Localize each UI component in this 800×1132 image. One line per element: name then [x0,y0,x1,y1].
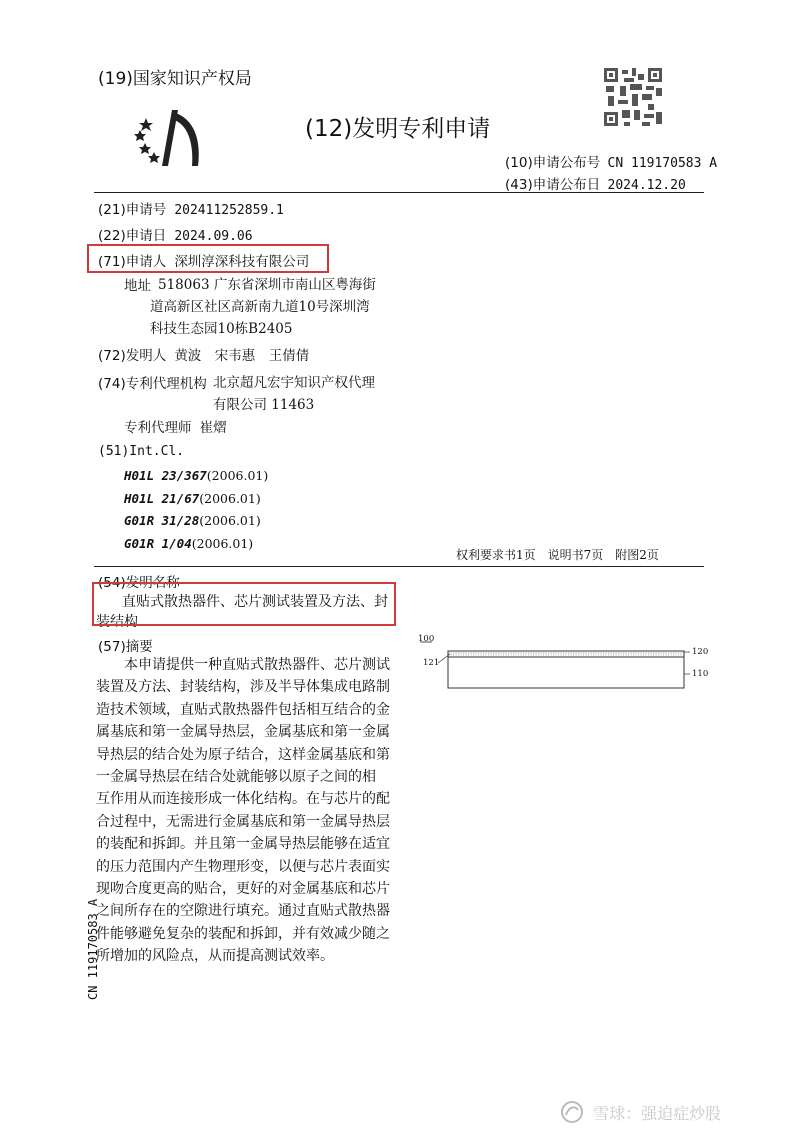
inventors-label: (72)发明人 [98,348,167,364]
int-cl-code: H01L 21/67 [124,490,200,506]
abstract-line: 的压力范围内产生物理形变，以便与芯片表面实 [96,858,390,875]
invention-title-label: (54)发明名称 [98,575,180,591]
application-date-label: (22)申请日 [98,228,167,244]
figure-ref-121: 121 [423,658,440,668]
invention-title-line: 装结构 [96,614,138,630]
qr-code [602,66,664,128]
inventors-value: 黄波 宋韦惠 王倩倩 [174,348,310,364]
publication-number-label: (10)申请公布号 [505,155,601,171]
abstract-line: 所增加的风险点，从而提高测试效率。 [96,948,334,965]
int-cl-code: G01R 31/28 [124,513,200,528]
watermark-text: 雪球：强迫症炒股 [593,1103,722,1123]
int-cl-entry [124,464,268,487]
address-line: 科技生态园10栋B2405 [150,321,293,337]
abstract-line: 的装配和拆卸。并且第一金属导热层能够在适宜 [96,836,390,853]
abstract-label: (57)摘要 [98,639,153,655]
int-cl-version: (2006.01) [199,490,261,506]
watermark [560,1100,790,1126]
applicant-highlight-box [87,244,329,273]
page-counts: 权利要求书1页 说明书7页 附图2页 [456,548,659,562]
int-cl-label: (51)Int.Cl. [98,444,185,459]
int-cl-version: (2006.01) [206,468,269,483]
snowball-logo-icon [560,1100,584,1124]
address-line: 道高新区社区高新南九道10号深圳湾 [150,299,370,315]
invention-title-line: 直贴式散热器件、芯片测试装置及方法、封 [122,594,388,610]
publication-date-label: (43)申请公布日 [505,177,601,193]
int-cl-list [124,464,268,554]
section-divider [94,566,704,567]
abstract-line: 本申请提供一种直贴式散热器件、芯片测试 [96,657,390,673]
application-date [98,224,253,244]
title-highlight-box [92,582,396,626]
int-cl-version: (2006.01) [199,513,261,528]
int-cl-version: (2006.01) [191,535,254,551]
address-value [150,274,376,340]
office-name: (19)国家知识产权局 [98,69,252,89]
figure-ref-120: 120 [692,647,709,657]
abstract-line: 现吻合度更高的贴合，更好的对金属基底和芯片 [96,881,390,898]
int-cl-code: G01R 1/04 [124,535,192,551]
abstract-line: 属基底和第一金属导热层，金属基底和第一金属 [96,724,390,741]
abstract-line: 合过程中，无需进行金属基底和第一金属导热层 [96,813,390,830]
application-number-value: 202411252859.1 [174,203,284,218]
address-line: 518063 广东省深圳市南山区粤海街 [158,277,376,293]
int-cl-entry [124,509,268,532]
address-label: 地址 [124,278,151,294]
figure-ref-100: 100 [418,634,435,644]
publication-number-value: CN 119170583 A [607,156,718,171]
publication-date-value: 2024.12.20 [607,178,686,193]
int-cl-entry [124,532,268,555]
publication-date [505,173,686,193]
abstract-line: 件能够避免复杂的装配和拆卸，并有效减少随之 [96,925,390,942]
inventors [98,344,309,364]
cnipa-logo [132,106,204,168]
patent-agent [124,416,227,436]
abstract-line: 互作用从而连接形成一体化结构。在与芯片的配 [96,791,390,808]
abstract-figure [418,634,718,694]
abstract-line: 之间所存在的空隙进行填充。通过直贴式散热器 [96,903,390,920]
patent-agent-label: 专利代理师 [124,420,192,436]
application-date-value: 2024.09.06 [174,229,253,244]
patent-agent-value: 崔熠 [199,420,227,436]
application-number-label: (21)申请号 [98,202,167,218]
int-cl-code: H01L 23/367 [124,468,207,483]
abstract-body [96,654,392,968]
application-number [98,198,284,218]
abstract-line: 一金属导热层在结合处就能够以原子之间的相 [96,769,376,786]
applicant-value: 深圳淳深科技有限公司 [174,254,310,270]
side-publication-number: CN 119170583 A [86,898,100,1000]
agency-label: (74)专利代理机构 [98,376,207,392]
header-divider [94,192,704,193]
abstract-line: 造技术领域，直贴式散热器件包括相互结合的金 [96,701,390,718]
abstract-line: 装置及方法、封装结构，涉及半导体集成电路制 [96,679,390,696]
publication-number [505,151,717,171]
agency-line: 北京超凡宏宇知识产权代理 [213,375,375,391]
agency-value [213,372,375,416]
applicant-label: (71)申请人 [98,254,167,270]
agency-line: 有限公司 11463 [213,397,315,413]
figure-ref-110: 110 [692,669,709,679]
int-cl-entry [124,487,268,510]
document-type: (12)发明专利申请 [305,116,491,142]
abstract-line: 导热层的结合处为原子结合，这样金属基底和第 [96,746,390,763]
